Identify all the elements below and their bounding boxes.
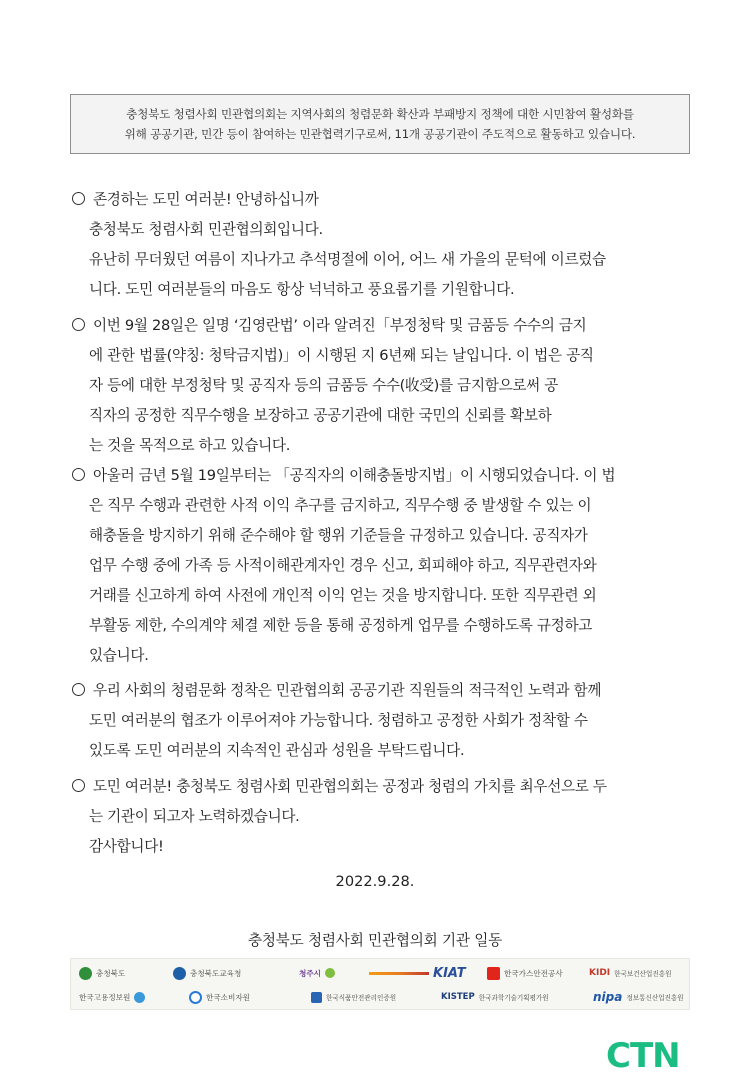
paragraph-integrity-culture: [70, 676, 690, 766]
ctn-watermark: CTN: [606, 1036, 680, 1076]
paragraph-conflict-of-interest: [70, 461, 690, 671]
keis-emblem-icon: [134, 992, 145, 1003]
paragraph-line: 는 기관이 되고자 노력하겠습니다.: [89, 808, 300, 825]
chungbuk-emblem-icon: [79, 967, 92, 980]
partner-logos-strip: [70, 958, 690, 1010]
logo-kistep: KISTEP 한국과학기술기획평가원: [441, 992, 549, 1002]
kgs-emblem-icon: [487, 967, 500, 980]
logo-kidi: KIDI 한국보건산업진흥원: [589, 968, 672, 978]
signature: 충청북도 청렴사회 민관협의회 기관 일동: [247, 932, 503, 949]
paragraph-line: 이번 9월 28일은 일명 ‘김영란법’ 이라 알려진「부정청탁 및 금품등 수수의 금지: [93, 317, 587, 334]
paragraph-line: 있습니다.: [89, 647, 149, 664]
logo-kca: 한국소비자원: [189, 987, 250, 1007]
paragraph-line: 감사합니다!: [89, 838, 164, 855]
logo-kgs: 한국가스안전공사: [487, 963, 563, 983]
paragraph-line: 는 것을 목적으로 하고 있습니다.: [89, 437, 291, 454]
logo-kiat: KIAT: [369, 963, 466, 983]
paragraph-line: 은 직무 수행과 관련한 사적 이익 추구를 금지하고, 직무수행 중 발생할 수 있는 이: [89, 497, 592, 514]
paragraph-line: 도민 여러분의 협조가 이루어져야 가능합니다. 청렴하고 공정한 사회가 정착할 수: [89, 712, 588, 729]
intro-line-1: 충청북도 청렴사회 민관협의회는 지역사회의 청렴문화 확산과 부패방지 정책에 대한 시민참여 활성화를: [126, 107, 634, 121]
paragraph-line: 직자의 공정한 직무수행을 보장하고 공공기관에 대한 국민의 신뢰를 확보하: [89, 407, 552, 424]
paragraph-line: 존경하는 도민 여러분! 안녕하십니까: [93, 191, 319, 208]
paragraph-line: 거래를 신고하게 하여 사전에 개인적 이익 얻는 것을 방지합니다. 또한 직무관련 외: [89, 587, 597, 604]
paragraph-line: 에 관한 법률(약칭: 청탁금지법)」이 시행된 지 6년째 되는 날입니다. 이 법은 공직: [89, 347, 594, 364]
paragraph-greeting: [70, 185, 690, 305]
intro-box: [70, 94, 690, 154]
logo-nipa: nipa 정보통신산업진흥원: [593, 990, 684, 1004]
paragraph-line: 우리 사회의 청렴문화 정착은 민관협의회 공공기관 직원들의 적극적인 노력과 함께: [93, 682, 602, 699]
paragraph-line: 유난히 무더웠던 여름이 지나가고 추석명절에 이어, 어느 새 가을의 문턱에 이르렀습: [89, 251, 606, 268]
kiat-stripe-icon: [369, 972, 429, 975]
letter-date: 2022.9.28.: [335, 873, 415, 890]
paragraph-line: 니다. 도민 여러분들의 마음도 항상 넉넉하고 풍요롭기를 기원합니다.: [89, 281, 515, 298]
circle-bullet-icon: [72, 779, 85, 792]
circle-bullet-icon: [72, 318, 85, 331]
circle-bullet-icon: [72, 468, 85, 481]
paragraph-line: 해충돌을 방지하기 위해 준수해야 할 행위 기준들을 규정하고 있습니다. 공직자가: [89, 527, 588, 544]
logo-keis: 한국고용정보원: [79, 987, 145, 1007]
logo-chungbuk: 충청북도: [79, 963, 125, 983]
paragraph-line: 자 등에 대한 부정청탁 및 공직자 등의 금품등 수수(收受)를 금지함으로써 공: [89, 377, 559, 394]
logo-edu: 충청북도교육청: [173, 963, 241, 983]
paragraph-line: 업무 수행 중에 가족 등 사적이해관계자인 경우 신고, 회피해야 하고, 직무관련자와: [89, 557, 597, 574]
mfds-emblem-icon: [311, 992, 322, 1003]
logo-mfds: 한국식품안전관리인증원: [311, 987, 396, 1007]
intro-line-2: 위해 공공기관, 민간 등이 참여하는 민관협력기구로써, 11개 공공기관이 주도적으로 활동하고 있습니다.: [124, 127, 636, 141]
paragraph-line: 있도록 도민 여러분의 지속적인 관심과 성원을 부탁드립니다.: [89, 742, 465, 759]
paragraph-line: 부활동 제한, 수의계약 체결 제한 등을 통해 공정하게 업무를 수행하도록 규정하고: [89, 617, 593, 634]
paragraph-line: 충청북도 청렴사회 민관협의회입니다.: [89, 221, 323, 238]
kca-emblem-icon: [189, 991, 202, 1004]
cheongju-mark-icon: [325, 968, 335, 978]
paragraph-line: 도민 여러분! 충청북도 청렴사회 민관협의회는 공정과 청렴의 가치를 최우선으로 두: [93, 778, 607, 795]
edu-emblem-icon: [173, 967, 186, 980]
paragraph-closing: [70, 772, 690, 862]
logo-cheongju: 청주시: [299, 963, 335, 983]
paragraph-line: 아울러 금년 5월 19일부터는 「공직자의 이해충돌방지법」이 시행되었습니다. 이 법: [93, 467, 616, 484]
paragraph-anti-graft-act: [70, 311, 690, 461]
circle-bullet-icon: [72, 683, 85, 696]
circle-bullet-icon: [72, 192, 85, 205]
